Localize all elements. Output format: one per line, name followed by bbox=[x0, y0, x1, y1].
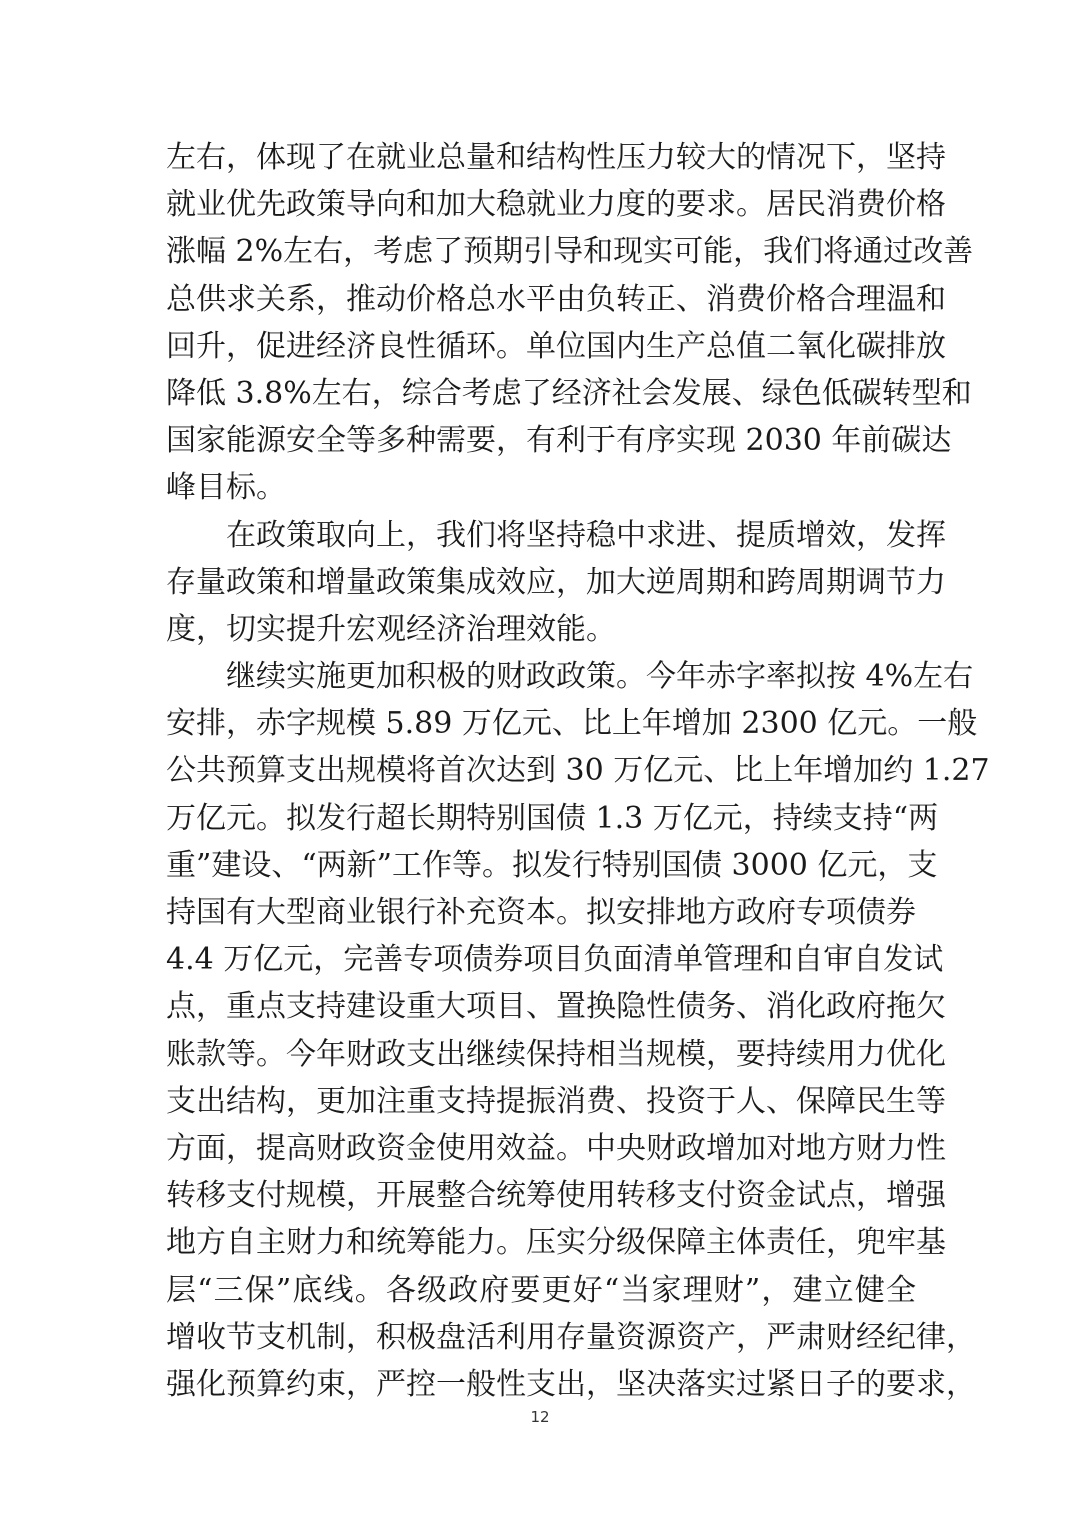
text-line: 支出结构，更加注重支持提振消费、投资于人、保障民生等 bbox=[166, 1083, 946, 1119]
text-line: 层“三保”底线。各级政府要更好“当家理财”，建立健全 bbox=[166, 1272, 916, 1308]
text-line: 方面，提高财政资金使用效益。中央财政增加对地方财力性 bbox=[166, 1130, 946, 1166]
text-line: 点，重点支持建设重大项目、置换隐性债务、消化政府拖欠 bbox=[166, 989, 946, 1025]
text-line: 万亿元。拟发行超长期特别国债 1.3 万亿元，持续支持“两 bbox=[166, 800, 939, 836]
text-line: 存量政策和增量政策集成效应，加大逆周期和跨周期调节力 bbox=[166, 564, 946, 600]
text-line: 涨幅 2%左右，考虑了预期引导和现实可能，我们将通过改善 bbox=[166, 234, 974, 270]
text-line: 在政策取向上，我们将坚持稳中求进、提质增效，发挥 bbox=[226, 517, 946, 553]
text-line: 就业优先政策导向和加大稳就业力度的要求。居民消费价格 bbox=[166, 187, 946, 223]
text-line: 账款等。今年财政支出继续保持相当规模，要持续用力优化 bbox=[166, 1036, 946, 1072]
body-text bbox=[166, 134, 990, 1408]
text-line: 地方自主财力和统筹能力。压实分级保障主体责任，兜牢基 bbox=[166, 1225, 946, 1261]
text-line: 左右，体现了在就业总量和结构性压力较大的情况下，坚持 bbox=[166, 140, 946, 175]
text-line: 公共预算支出规模将首次达到 30 万亿元、比上年增加约 1.27 bbox=[166, 753, 990, 789]
text-line: 转移支付规模，开展整合统筹使用转移支付资金试点，增强 bbox=[166, 1178, 946, 1214]
text-line: 继续实施更加积极的财政政策。今年赤字率拟按 4%左右 bbox=[226, 659, 974, 695]
text-line: 安排，赤字规模 5.89 万亿元、比上年增加 2300 亿元。一般 bbox=[166, 706, 978, 742]
text-line: 回升，促进经济良性循环。单位国内生产总值二氧化碳排放 bbox=[166, 328, 946, 364]
text-line: 度，切实提升宏观经济治理效能。 bbox=[166, 611, 616, 647]
text-line: 峰目标。 bbox=[166, 470, 286, 506]
page-number: 12 bbox=[530, 1408, 550, 1426]
text-line: 强化预算约束，严控一般性支出，坚决落实过紧日子的要求， bbox=[166, 1366, 976, 1402]
text-line: 增收节支机制，积极盘活利用存量资源资产，严肃财经纪律， bbox=[166, 1319, 976, 1355]
text-line: 总供求关系，推动价格总水平由负转正、消费价格合理温和 bbox=[166, 281, 946, 317]
text-line: 国家能源安全等多种需要，有利于有序实现 2030 年前碳达 bbox=[166, 423, 952, 459]
text-line: 降低 3.8%左右，综合考虑了经济社会发展、绿色低碳转型和 bbox=[166, 375, 972, 411]
text-line: 持国有大型商业银行补充资本。拟安排地方政府专项债券 bbox=[166, 895, 916, 930]
text-line: 重”建设、“两新”工作等。拟发行特别国债 3000 亿元，支 bbox=[166, 847, 938, 883]
text-line: 4.4 万亿元，完善专项债券项目负面清单管理和自审自发试 bbox=[166, 942, 944, 978]
